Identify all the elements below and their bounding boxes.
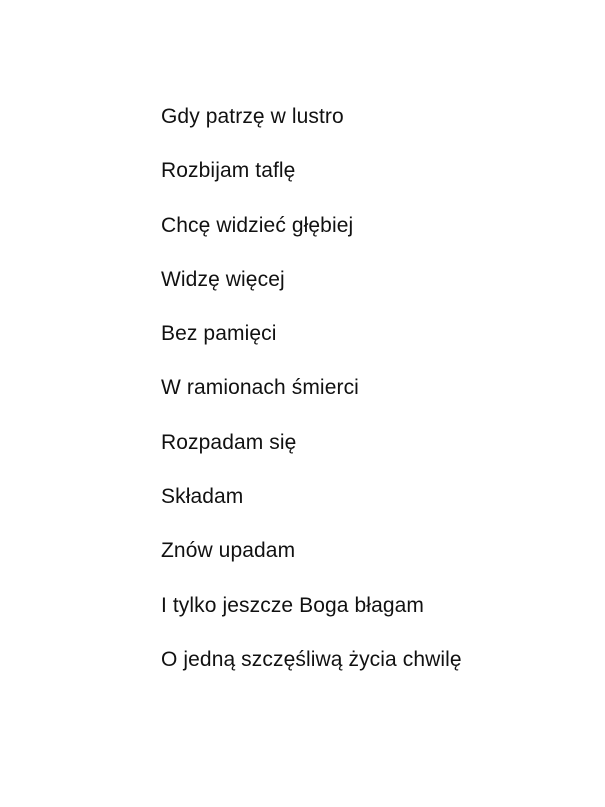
poem-line: O jedną szczęśliwą życia chwilę <box>161 647 462 671</box>
poem-line: Rozpadam się <box>161 430 297 454</box>
poem-text <box>161 101 462 698</box>
poem-line: Gdy patrzę w lustro <box>161 105 344 128</box>
poem-line: Chcę widzieć głębiej <box>161 213 354 237</box>
poem-line: W ramionach śmierci <box>161 376 359 400</box>
poem-line: Rozbijam taflę <box>161 159 296 183</box>
poem-line: Składam <box>161 485 244 509</box>
poem-line: Znów upadam <box>161 539 296 563</box>
poem-line: I tylko jeszcze Boga błagam <box>161 593 424 617</box>
poem-line: Bez pamięci <box>161 322 277 346</box>
poem-line: Widzę więcej <box>161 267 285 291</box>
